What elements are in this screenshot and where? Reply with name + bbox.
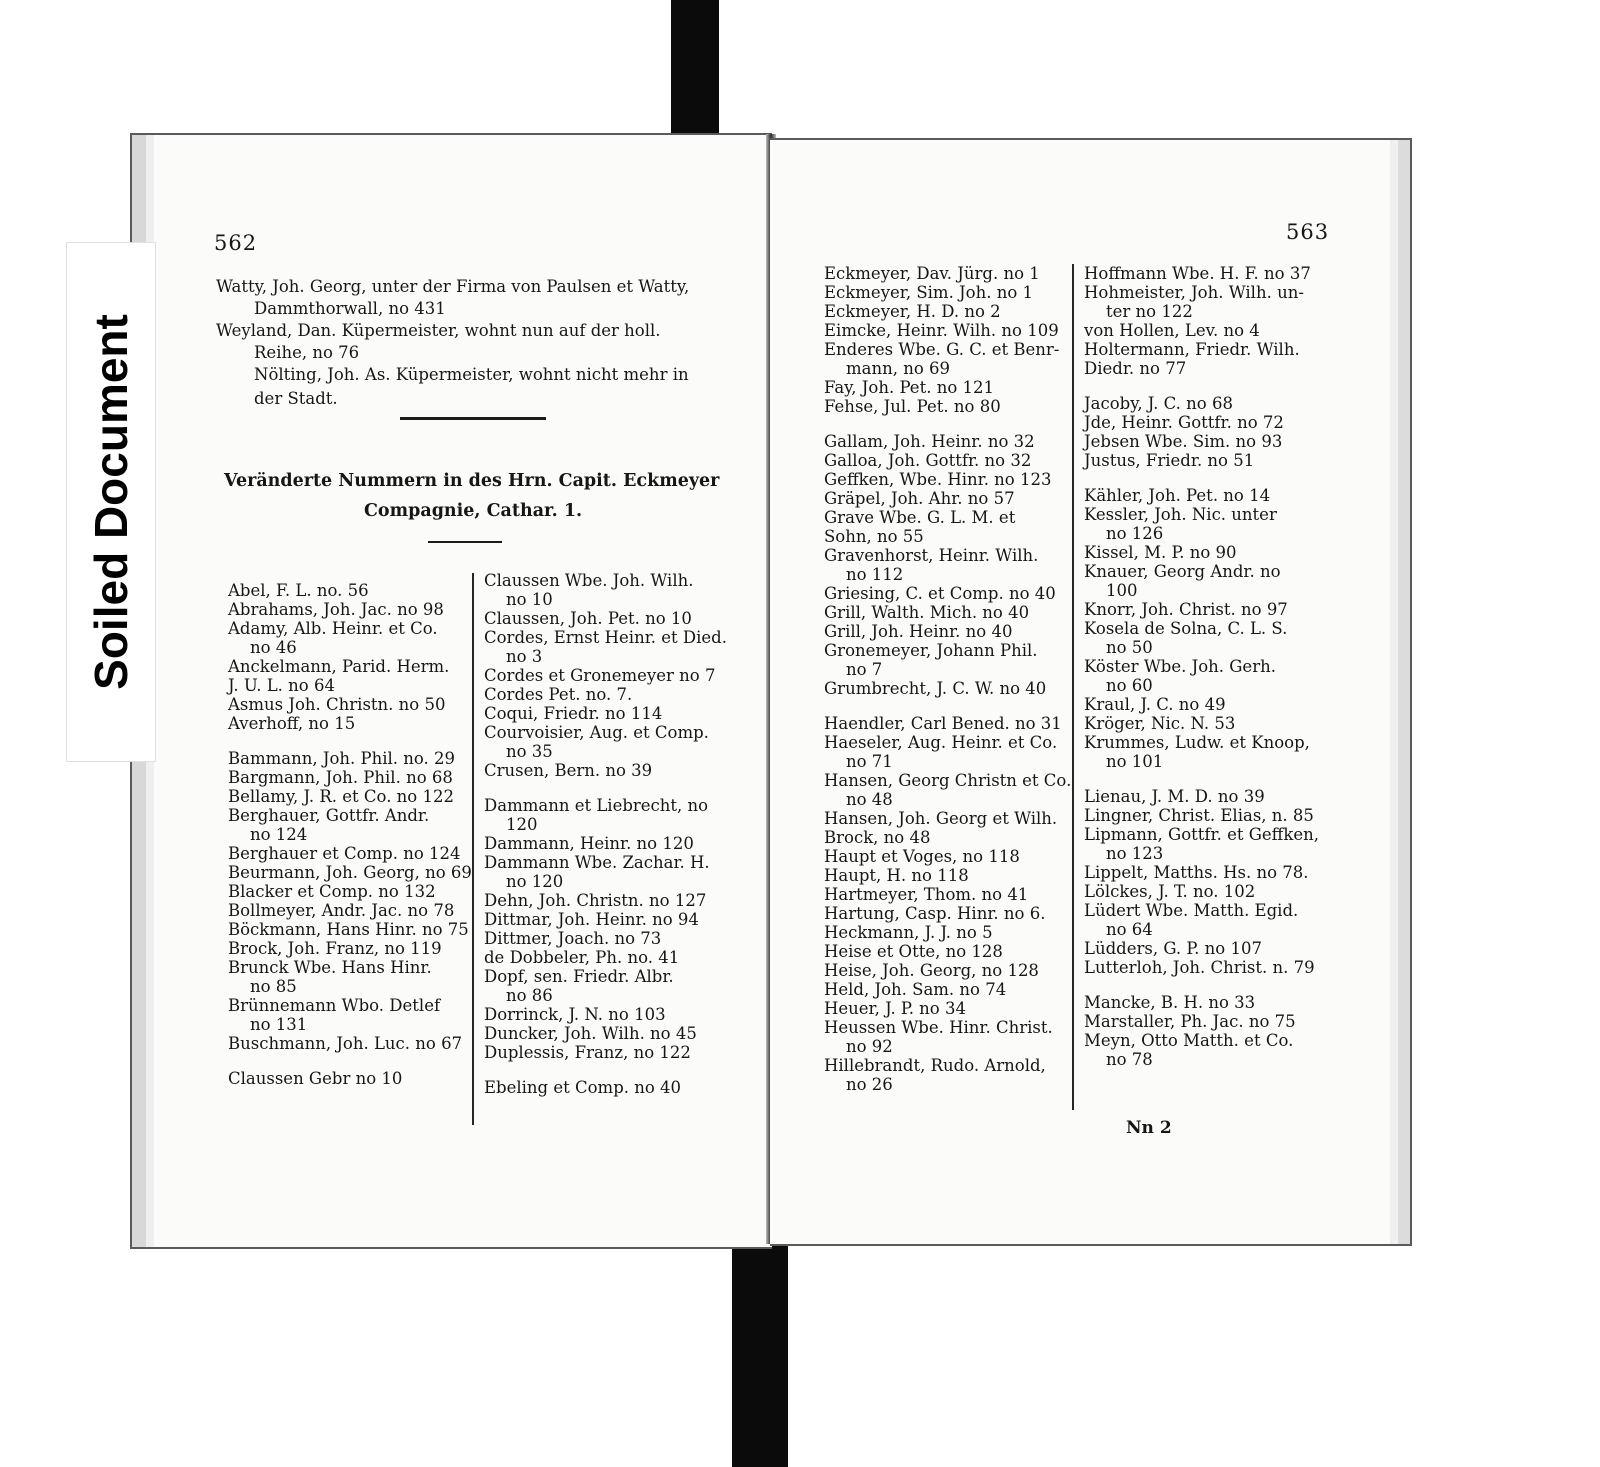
directory-entry: Grill, Joh. Heinr. no 40 <box>824 622 1013 641</box>
directory-entry: Dehn, Joh. Christn. no 127 <box>484 891 707 910</box>
group-spacer <box>824 698 1071 714</box>
directory-entry: Enderes Wbe. G. C. et Benr- <box>824 340 1060 359</box>
group-spacer <box>824 416 1071 432</box>
directory-entry: Böckmann, Hans Hinr. no 75 <box>228 920 469 939</box>
directory-entry: Eimcke, Heinr. Wilh. no 109 <box>824 321 1059 340</box>
directory-entry: Gallam, Joh. Heinr. no 32 <box>824 432 1035 451</box>
directory-entry: Lipmann, Gottfr. et Geffken, <box>1084 825 1320 844</box>
entry-continuation: no 7 <box>846 660 883 679</box>
directory-entry: Marstaller, Ph. Jac. no 75 <box>1084 1012 1296 1031</box>
directory-entry: Kissel, M. P. no 90 <box>1084 543 1237 562</box>
directory-entry: Lienau, J. M. D. no 39 <box>1084 787 1265 806</box>
directory-entry: Lüdert Wbe. Matth. Egid. <box>1084 901 1299 920</box>
entry-continuation: no 35 <box>506 742 553 761</box>
directory-entry: Heise et Otte, no 128 <box>824 942 1003 961</box>
directory-entry: J. U. L. no 64 <box>228 676 335 695</box>
directory-entry: Crusen, Bern. no 39 <box>484 761 653 780</box>
directory-entry: Lingner, Christ. Elias, n. 85 <box>1084 806 1314 825</box>
directory-entry: Bargmann, Joh. Phil. no 68 <box>228 768 453 787</box>
directory-entry: Claussen, Joh. Pet. no 10 <box>484 609 692 628</box>
directory-entry: Knorr, Joh. Christ. no 97 <box>1084 600 1288 619</box>
directory-entry: Fay, Joh. Pet. no 121 <box>824 378 994 397</box>
directory-entry: Cordes Pet. no. 7. <box>484 685 633 704</box>
directory-entry: Blacker et Comp. no 132 <box>228 882 436 901</box>
directory-entry: Cordes et Gronemeyer no 7 <box>484 666 716 685</box>
directory-entry: Berghauer et Comp. no 124 <box>228 844 461 863</box>
directory-entry: Brock, Joh. Franz, no 119 <box>228 939 442 958</box>
directory-entry: Meyn, Otto Matth. et Co. <box>1084 1031 1294 1050</box>
directory-entry: de Dobbeler, Ph. no. 41 <box>484 948 680 967</box>
directory-entry: Claussen Gebr no 10 <box>228 1069 403 1088</box>
directory-entry: Ebeling et Comp. no 40 <box>484 1078 682 1097</box>
entry-continuation: no 50 <box>1106 638 1153 657</box>
directory-entry: Berghauer, Gottfr. Andr. <box>228 806 430 825</box>
directory-entry: Hansen, Georg Christn et Co. <box>824 771 1072 790</box>
entry-continuation: no 101 <box>1106 752 1164 771</box>
left-page <box>130 133 772 1249</box>
directory-entry: Fehse, Jul. Pet. no 80 <box>824 397 1001 416</box>
directory-entry: Sohn, no 55 <box>824 527 924 546</box>
directory-entry: Kosela de Solna, C. L. S. <box>1084 619 1288 638</box>
entry-continuation: no 124 <box>250 825 308 844</box>
directory-entry: Dammann et Liebrecht, no <box>484 796 709 815</box>
directory-entry: Lüdders, G. P. no 107 <box>1084 939 1262 958</box>
directory-entry: von Hollen, Lev. no 4 <box>1084 321 1260 340</box>
entry-continuation: no 123 <box>1106 844 1164 863</box>
intro-line: Dammthorwall, no 431 <box>254 299 446 318</box>
directory-entry: Heussen Wbe. Hinr. Christ. <box>824 1018 1053 1037</box>
directory-entry: Haendler, Carl Bened. no 31 <box>824 714 1062 733</box>
directory-entry: Grumbrecht, J. C. W. no 40 <box>824 679 1047 698</box>
page-number: 562 <box>214 231 258 255</box>
directory-entry: Krummes, Ludw. et Knoop, <box>1084 733 1310 752</box>
directory-entry: Abel, F. L. no. 56 <box>228 581 369 600</box>
name-column-2 <box>1084 264 1319 1069</box>
directory-entry: Gravenhorst, Heinr. Wilh. <box>824 546 1039 565</box>
directory-entry: Jebsen Wbe. Sim. no 93 <box>1084 432 1283 451</box>
entry-continuation: no 92 <box>846 1037 893 1056</box>
directory-entry: Courvoisier, Aug. et Comp. <box>484 723 709 742</box>
section-heading: Veränderte Nummern in des Hrn. Capit. Eckmeyer <box>224 471 720 491</box>
directory-entry: Kraul, J. C. no 49 <box>1084 695 1226 714</box>
directory-entry: Köster Wbe. Joh. Gerh. <box>1084 657 1276 676</box>
group-spacer <box>1084 771 1319 787</box>
entry-continuation: no 60 <box>1106 676 1153 695</box>
directory-entry: Heuer, J. P. no 34 <box>824 999 966 1018</box>
group-spacer <box>1084 470 1319 486</box>
entry-continuation: no 64 <box>1106 920 1153 939</box>
directory-entry: Hillebrandt, Rudo. Arnold, <box>824 1056 1046 1075</box>
directory-entry: Heckmann, J. J. no 5 <box>824 923 993 942</box>
directory-entry: Haupt et Voges, no 118 <box>824 847 1020 866</box>
name-column-1 <box>228 581 472 1088</box>
name-column-2 <box>484 571 727 1097</box>
group-spacer <box>228 1053 472 1069</box>
entry-continuation: mann, no 69 <box>846 359 951 378</box>
entry-continuation: no 120 <box>506 872 564 891</box>
directory-entry: Dammann, Heinr. no 120 <box>484 834 694 853</box>
entry-continuation: no 10 <box>506 590 553 609</box>
entry-continuation: no 71 <box>846 752 893 771</box>
intro-line: Reihe, no 76 <box>254 343 360 362</box>
directory-entry: Heise, Joh. Georg, no 128 <box>824 961 1039 980</box>
directory-entry: Justus, Friedr. no 51 <box>1084 451 1255 470</box>
group-spacer <box>484 780 727 796</box>
directory-entry: Griesing, C. et Comp. no 40 <box>824 584 1056 603</box>
entry-continuation: no 112 <box>846 565 904 584</box>
label-text: Soiled Document <box>85 314 137 690</box>
directory-entry: Duplessis, Franz, no 122 <box>484 1043 691 1062</box>
directory-entry: Hartmeyer, Thom. no 41 <box>824 885 1029 904</box>
directory-entry: Dittmer, Joach. no 73 <box>484 929 662 948</box>
directory-entry: Held, Joh. Sam. no 74 <box>824 980 1007 999</box>
right-page <box>770 138 1412 1246</box>
column-separator <box>1072 264 1074 1110</box>
entry-continuation: no 3 <box>506 647 543 666</box>
directory-entry: Cordes, Ernst Heinr. et Died. <box>484 628 727 647</box>
directory-entry: Beurmann, Joh. Georg, no 69 <box>228 863 472 882</box>
directory-entry: Brünnemann Wbo. Detlef <box>228 996 441 1015</box>
directory-entry: Claussen Wbe. Joh. Wilh. <box>484 571 694 590</box>
directory-entry: Dopf, sen. Friedr. Albr. <box>484 967 674 986</box>
directory-entry: Dittmar, Joh. Heinr. no 94 <box>484 910 699 929</box>
directory-entry: Jacoby, J. C. no 68 <box>1084 394 1233 413</box>
directory-entry: Dorrinck, J. N. no 103 <box>484 1005 666 1024</box>
entry-continuation: no 78 <box>1106 1050 1153 1069</box>
entry-continuation: ter no 122 <box>1106 302 1193 321</box>
directory-entry: Eckmeyer, H. D. no 2 <box>824 302 1001 321</box>
directory-entry: Hartung, Casp. Hinr. no 6. <box>824 904 1046 923</box>
directory-entry: Hansen, Joh. Georg et Wilh. <box>824 809 1058 828</box>
entry-continuation: 100 <box>1106 581 1138 600</box>
directory-entry: Averhoff, no 15 <box>228 714 356 733</box>
entry-continuation: no 26 <box>846 1075 893 1094</box>
section-heading-continued: Compagnie, Cathar. 1. <box>364 501 583 521</box>
directory-entry: Lutterloh, Joh. Christ. n. 79 <box>1084 958 1315 977</box>
entry-continuation: no 46 <box>250 638 297 657</box>
soiled-document-label <box>66 242 156 762</box>
group-spacer <box>484 1062 727 1078</box>
directory-entry: Hoffmann Wbe. H. F. no 37 <box>1084 264 1311 283</box>
directory-entry: Abrahams, Joh. Jac. no 98 <box>228 600 444 619</box>
directory-entry: Buschmann, Joh. Luc. no 67 <box>228 1034 463 1053</box>
directory-entry: Bammann, Joh. Phil. no. 29 <box>228 749 456 768</box>
directory-entry: Asmus Joh. Christn. no 50 <box>228 695 446 714</box>
entry-continuation: no 131 <box>250 1015 308 1034</box>
directory-entry: Kessler, Joh. Nic. unter <box>1084 505 1277 524</box>
directory-entry: Holtermann, Friedr. Wilh. <box>1084 340 1300 359</box>
directory-entry: Coqui, Friedr. no 114 <box>484 704 663 723</box>
entry-continuation: no 85 <box>250 977 297 996</box>
group-spacer <box>1084 977 1319 993</box>
intro-line: der Stadt. <box>254 389 338 408</box>
directory-entry: Haeseler, Aug. Heinr. et Co. <box>824 733 1058 752</box>
directory-entry: Duncker, Joh. Wilh. no 45 <box>484 1024 697 1043</box>
directory-entry: Gronemeyer, Johann Phil. <box>824 641 1038 660</box>
bookmark-ribbon-bottom <box>732 1238 788 1467</box>
directory-entry: Haupt, H. no 118 <box>824 866 969 885</box>
page-number: 563 <box>1286 220 1330 244</box>
directory-entry: Grill, Walth. Mich. no 40 <box>824 603 1030 622</box>
intro-line: Watty, Joh. Georg, unter der Firma von Paulsen et Watty, <box>216 277 690 296</box>
directory-entry: Diedr. no 77 <box>1084 359 1187 378</box>
directory-entry: Lippelt, Matths. Hs. no 78. <box>1084 863 1309 882</box>
divider-rule <box>400 417 546 420</box>
divider-rule-short <box>428 541 502 543</box>
entry-continuation: no 86 <box>506 986 553 1005</box>
directory-entry: Jde, Heinr. Gottfr. no 72 <box>1084 413 1284 432</box>
intro-line: Weyland, Dan. Küpermeister, wohnt nun auf der holl. <box>216 321 661 340</box>
directory-entry: Kröger, Nic. N. 53 <box>1084 714 1236 733</box>
directory-entry: Dammann Wbe. Zachar. H. <box>484 853 710 872</box>
directory-entry: Galloa, Joh. Gottfr. no 32 <box>824 451 1032 470</box>
column-separator <box>472 573 474 1125</box>
directory-entry: Mancke, B. H. no 33 <box>1084 993 1256 1012</box>
group-spacer <box>1084 378 1319 394</box>
directory-entry: Adamy, Alb. Heinr. et Co. <box>228 619 438 638</box>
entry-continuation: no 126 <box>1106 524 1164 543</box>
name-column-1 <box>824 264 1071 1094</box>
directory-entry: Knauer, Georg Andr. no <box>1084 562 1281 581</box>
directory-entry: Hohmeister, Joh. Wilh. un- <box>1084 283 1304 302</box>
directory-entry: Brunck Wbe. Hans Hinr. <box>228 958 432 977</box>
directory-entry: Eckmeyer, Dav. Jürg. no 1 <box>824 264 1040 283</box>
group-spacer <box>228 733 472 749</box>
entry-continuation: 120 <box>506 815 538 834</box>
entry-continuation: no 48 <box>846 790 893 809</box>
directory-entry: Grave Wbe. G. L. M. et <box>824 508 1016 527</box>
directory-entry: Lölckes, J. T. no. 102 <box>1084 882 1256 901</box>
directory-entry: Eckmeyer, Sim. Joh. no 1 <box>824 283 1034 302</box>
directory-entry: Brock, no 48 <box>824 828 931 847</box>
intro-line: Nölting, Joh. As. Küpermeister, wohnt nicht mehr in <box>254 365 689 384</box>
bookmark-ribbon-top <box>671 0 719 134</box>
directory-entry: Geffken, Wbe. Hinr. no 123 <box>824 470 1052 489</box>
directory-entry: Bellamy, J. R. et Co. no 122 <box>228 787 454 806</box>
directory-entry: Kähler, Joh. Pet. no 14 <box>1084 486 1271 505</box>
directory-entry: Gräpel, Joh. Ahr. no 57 <box>824 489 1015 508</box>
directory-entry: Anckelmann, Parid. Herm. <box>228 657 450 676</box>
directory-entry: Bollmeyer, Andr. Jac. no 78 <box>228 901 455 920</box>
signature-mark: Nn 2 <box>1126 1118 1172 1138</box>
